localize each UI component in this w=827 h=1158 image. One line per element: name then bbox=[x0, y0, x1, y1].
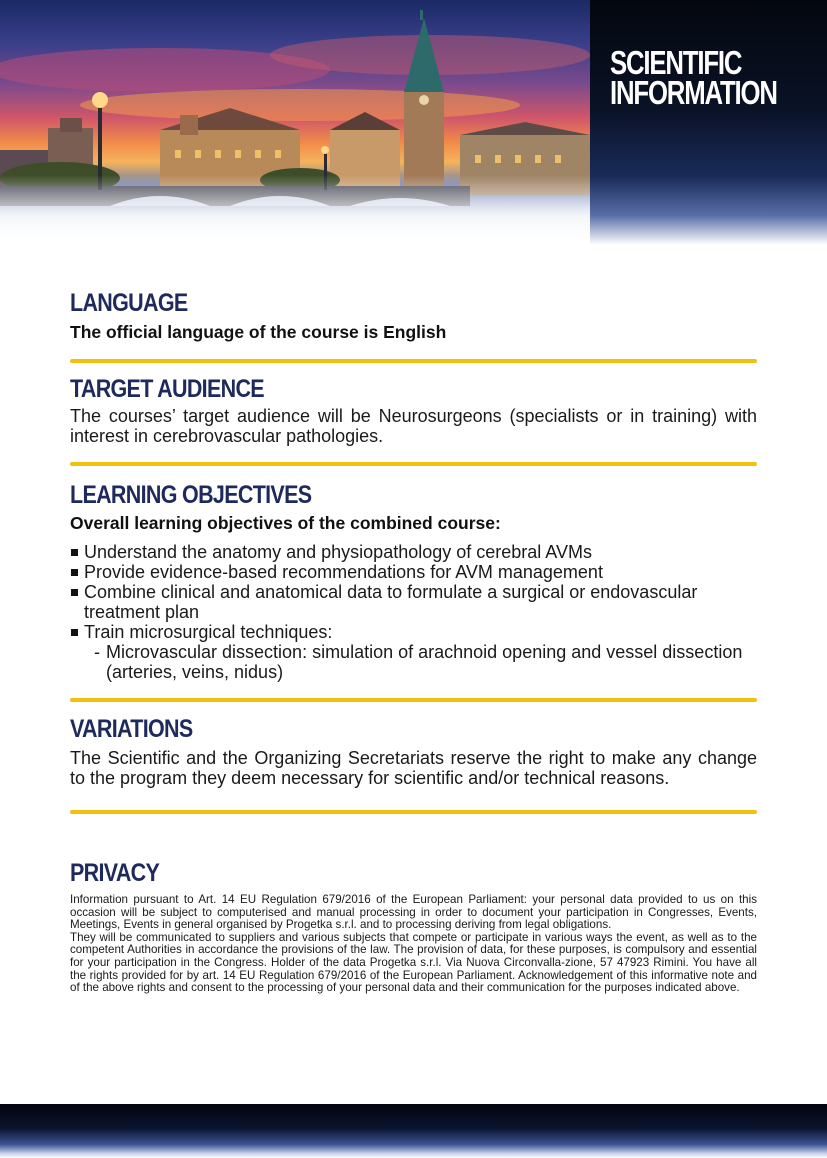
sub-list-item-text: Microvascular dissection: simulation of arachnoid opening and vessel dissection bbox=[106, 642, 743, 662]
title-panel bbox=[590, 0, 827, 245]
list-item-text: Train microsurgical techniques: bbox=[84, 622, 333, 642]
section-divider bbox=[70, 698, 757, 702]
learning-objectives-section bbox=[70, 480, 757, 702]
header-city-photo bbox=[0, 0, 590, 245]
list-item-text: Combine clinical and anatomical data to formulate a surgical or endovascular bbox=[84, 582, 698, 602]
list-item bbox=[70, 582, 757, 622]
bullet-icon bbox=[71, 569, 78, 576]
footer-bar bbox=[0, 1104, 827, 1158]
privacy-paragraph-2: They will be communicated to suppliers and various subjects that compete or participate in various ways the event, as well as to the competent Authorities in accordance the provisions of the law. The provision of data, for these purposes, is compulsory and essential for your participation in the Congress. Holder of the data Progetka s.r.l. Via Nuova Circonvalla-zione, 57 47923 Rimini. You have all the rights provided for by art. 14 EU Regulation 679/2016 of the European Parliament. Acknowledgement of this informative note and of the above rights and consent to the processing of your personal data and their communication for the purposes indicated above. bbox=[70, 930, 757, 995]
privacy-heading: PRIVACY bbox=[70, 859, 160, 887]
list-item bbox=[70, 622, 757, 682]
title-line-2: INFORMATION bbox=[610, 74, 777, 111]
list-item bbox=[70, 562, 757, 582]
variations-text: The Scientific and the Organizing Secretariats reserve the right to make any change to the program they deem necessary for scientific and/or technical reasons. bbox=[70, 748, 757, 788]
bullet-icon bbox=[71, 629, 78, 636]
list-item-text: Provide evidence-based recommendations for AVM management bbox=[84, 562, 603, 582]
dash-icon: - bbox=[94, 642, 100, 662]
target-audience-text: The courses’ target audience will be Neurosurgeons (specialists or in training) with interest in cerebrovascular pathologies. bbox=[70, 406, 757, 446]
learning-objectives-heading: LEARNING OBJECTIVES bbox=[70, 481, 312, 509]
learning-objectives-intro: Overall learning objectives of the combined course: bbox=[70, 513, 501, 533]
language-section bbox=[70, 288, 757, 363]
title-line-1: SCIENTIFIC bbox=[610, 44, 742, 81]
language-heading: LANGUAGE bbox=[70, 289, 188, 317]
sub-list-item bbox=[84, 642, 757, 662]
target-audience-heading: TARGET AUDIENCE bbox=[70, 375, 264, 403]
list-item-text: Understand the anatomy and physiopathology of cerebral AVMs bbox=[84, 542, 592, 562]
section-divider bbox=[70, 462, 757, 466]
bullet-icon bbox=[71, 549, 78, 556]
section-divider bbox=[70, 359, 757, 363]
variations-section bbox=[70, 714, 757, 814]
list-item-text-cont: treatment plan bbox=[84, 602, 200, 622]
language-text: The official language of the course is English bbox=[70, 322, 447, 342]
sub-list-item-cont: (arteries, veins, nidus) bbox=[106, 662, 284, 682]
list-item bbox=[70, 542, 757, 562]
target-audience-section bbox=[70, 374, 757, 466]
privacy-paragraph-1: Information pursuant to Art. 14 EU Regulation 679/2016 of the European Parliament: your personal data provided to us on this occasion will be subject to computerised and manual processing in order to document your participation in Congresses, Events, Meetings, Events in general organised by Progetka s.r.l. and to processing deriving from legal obligations. bbox=[70, 893, 757, 932]
main-content bbox=[70, 288, 757, 995]
bullet-icon bbox=[71, 589, 78, 596]
variations-heading: VARIATIONS bbox=[70, 715, 193, 743]
privacy-section bbox=[70, 858, 757, 995]
page-title bbox=[610, 44, 777, 111]
objectives-list bbox=[70, 542, 757, 682]
section-divider bbox=[70, 810, 757, 814]
hero-fade bbox=[0, 175, 590, 245]
